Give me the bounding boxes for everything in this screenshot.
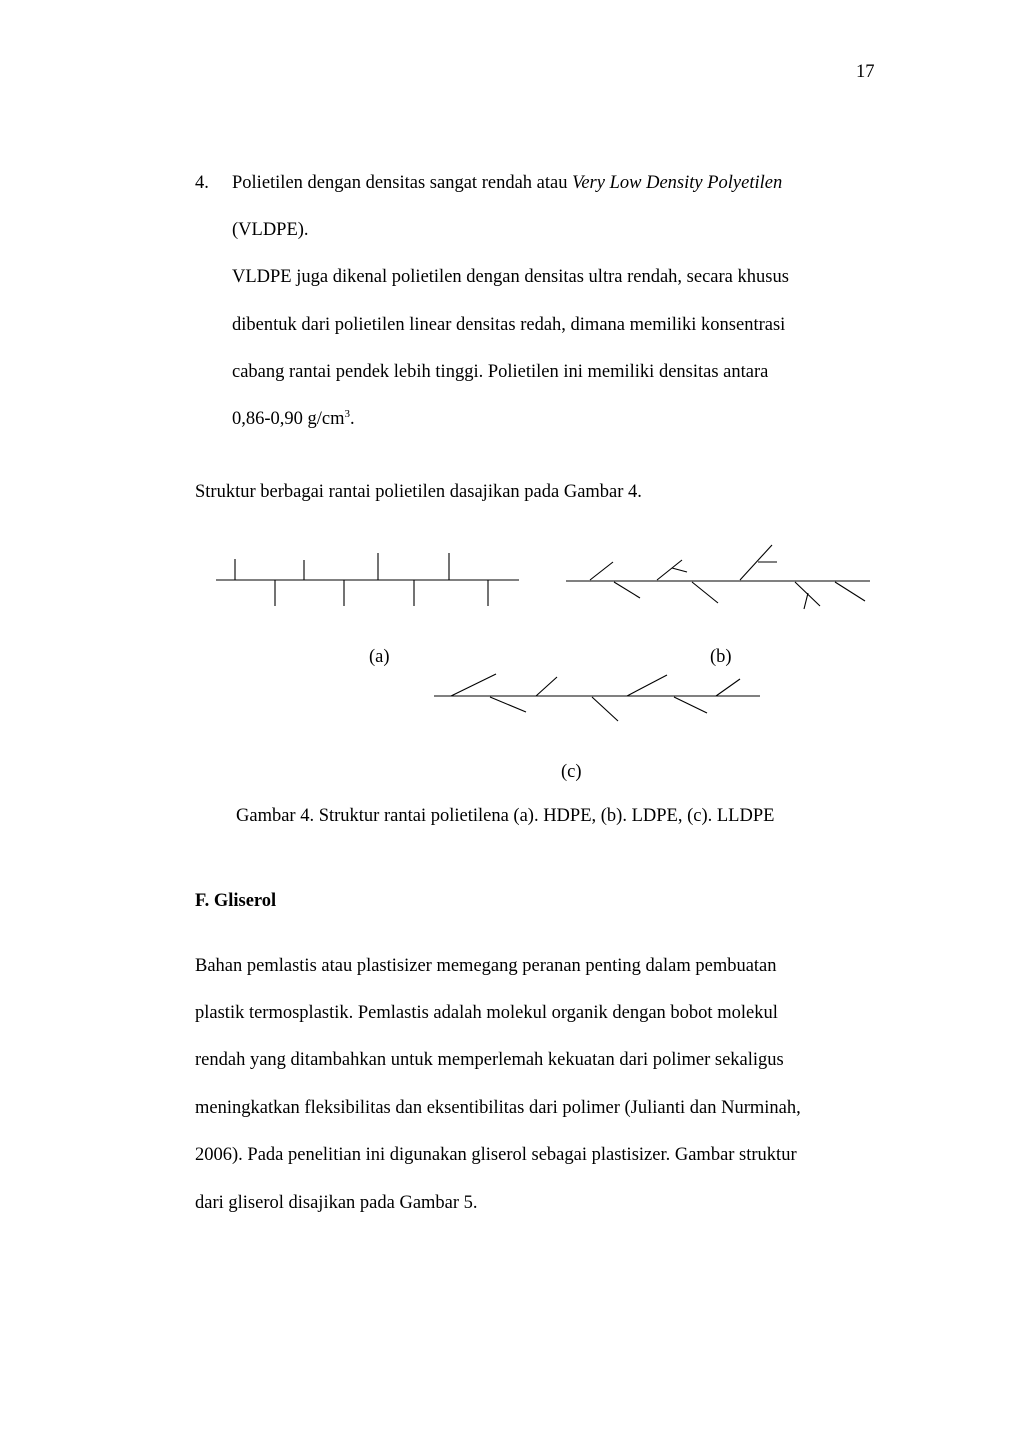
ldpe-branch xyxy=(835,582,865,601)
paragraph-line: 2006). Pada penelitian ini digunakan gliserol sebagai plastisizer. Gambar struktur xyxy=(195,1145,797,1165)
paragraph-line: Bahan pemlastis atau plastisizer memegang peranan penting dalam pembuatan xyxy=(195,956,777,976)
figure-caption: Gambar 4. Struktur rantai polietilena (a). HDPE, (b). LDPE, (c). LLDPE xyxy=(236,806,775,826)
hdpe-chain-diagram xyxy=(216,553,519,606)
ldpe-chain-diagram xyxy=(566,545,870,609)
density-end: . xyxy=(350,409,355,429)
ldpe-sub-branch xyxy=(804,593,808,609)
page-number: 17 xyxy=(856,62,875,82)
item-heading-italic: Very Low Density Polyetilen xyxy=(572,173,783,193)
ldpe-branch xyxy=(590,562,613,580)
ldpe-sub-branch xyxy=(672,568,687,572)
density-superscript: 3 xyxy=(344,408,351,420)
paragraph-line: plastik termosplastik. Pemlastis adalah molekul organik dengan bobot molekul xyxy=(195,1003,778,1023)
body-line: cabang rantai pendek lebih tinggi. Polietilen ini memiliki densitas antara xyxy=(232,362,769,382)
figure-label-b: (b) xyxy=(710,647,732,667)
lldpe-branch xyxy=(536,677,557,696)
list-number: 4. xyxy=(195,173,209,193)
ldpe-branch xyxy=(692,582,718,603)
body-line: dibentuk dari polietilen linear densitas redah, dimana memiliki konsentrasi xyxy=(232,315,786,335)
paragraph-line: meningkatkan fleksibilitas dan eksentibilitas dari polimer (Julianti dan Nurminah, xyxy=(195,1098,801,1118)
body-line: VLDPE juga dikenal polietilen dengan densitas ultra rendah, secara khusus xyxy=(232,267,789,287)
paragraph-line: rendah yang ditambahkan untuk memperlemah kekuatan dari polimer sekaligus xyxy=(195,1050,784,1070)
lldpe-branch xyxy=(592,697,618,721)
item-heading-text: Polietilen dengan densitas sangat rendah atau xyxy=(232,173,573,193)
lldpe-branch xyxy=(451,674,496,696)
figure-label-a: (a) xyxy=(369,647,390,667)
density-value: 0,86-0,90 g/cm xyxy=(232,409,345,429)
lldpe-branch xyxy=(490,697,526,712)
lldpe-branch xyxy=(627,675,667,696)
lldpe-chain-diagram xyxy=(434,674,760,721)
item-heading-continuation: (VLDPE). xyxy=(232,220,309,240)
paragraph-line: dari gliserol disajikan pada Gambar 5. xyxy=(195,1193,478,1213)
intro-sentence: Struktur berbagai rantai polietilen dasajikan pada Gambar 4. xyxy=(195,482,642,502)
ldpe-branch xyxy=(614,582,640,598)
lldpe-branch xyxy=(716,679,740,696)
figure-label-c: (c) xyxy=(561,762,582,782)
lldpe-branch xyxy=(674,697,707,713)
section-heading: F. Gliserol xyxy=(195,891,277,911)
